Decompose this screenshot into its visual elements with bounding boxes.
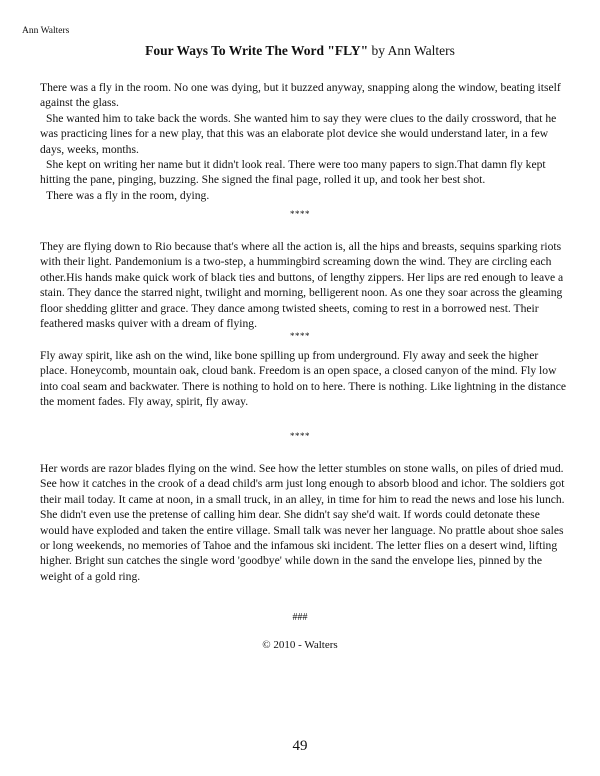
section-1-paragraph-4: There was a fly in the room, dying. [46, 188, 210, 202]
page-title [0, 43, 600, 59]
title-text: Four Ways To Write The Word "FLY" [145, 43, 369, 58]
section-4-paragraph: Her words are razor blades flying on the wind. See how the letter stumbles on stone walls, on piles of dried mud. See how it catches in the crook of a dead child's arm just long enough to absorb blood and ichor. The soldiers got their mail today. It came at noon, in a small truck, in an alley, in time for him to read the news and lose his lunch. She didn't even use the pretense of calling him dear. She didn't say she'd wait. If words could detonate these would have exploded and taken the entire village. Small talk was never her language. No prattle about shoe sales or long weekends, no memories of Tahoe and the infamous ski incident. The letter flies on a desert wind, lifting higher. Bright sun catches the single word 'goodbye' while down in the sand the envelope lies, pinned by the weight of a gold ring. [40, 462, 565, 583]
section-1-paragraph-1: There was a fly in the room. No one was dying, but it buzzed anyway, snapping along the window, beating itself against the glass. [40, 81, 561, 110]
section-separator-3: **** [290, 431, 310, 441]
end-mark: ### [292, 612, 308, 623]
section-3 [40, 348, 568, 410]
copyright-notice: © 2010 - Walters [262, 639, 338, 651]
section-1-paragraph-2: She wanted him to take back the words. She wanted him to say they were clues to the daily crossword, that he was practicing lines for a new play, that this was an elaborate plot device she would understand later, in a few days, weeks, months. [40, 111, 557, 156]
section-4 [40, 461, 568, 584]
section-separator-2: **** [290, 331, 310, 341]
section-1-paragraph-3: She kept on writing her name but it didn't look real. There were too many papers to sign.That damn fly kept hitting the pane, pinging, buzzing. She signed the final page, rolled it up, and took her best shot. [40, 158, 546, 187]
section-separator-1: **** [290, 209, 310, 219]
section-1 [40, 80, 568, 203]
section-2-paragraph: They are flying down to Rio because that's where all the action is, all the hips and breasts, sequins sparking riots with their light. Pandemonium is a two-step, a hummingbird screaming down the wind. They are circling each other.His hands make quick work of black ties and buttons, of lengthy zippers. Her lips are red enough to leave a stain. They dance the starred night, twilight and morning, belligerent noon. As one they soar across the gleaming floor shedding glitter and grace. They dance among twisted sheets, coming to rest in a borrowed nest. Their feathered masks quiver with a dream of flying. [40, 240, 564, 331]
page-number: 49 [292, 738, 308, 754]
section-2 [40, 239, 568, 331]
title-byline: by Ann Walters [368, 43, 455, 58]
section-3-paragraph: Fly away spirit, like ash on the wind, like bone spilling up from underground. Fly away and seek the higher place. Honeycomb, mountain oak, cloud bank. Freedom is an open space, a closed canyon of the mind. Fly low into coal seam and backwater. There is nothing to hold on to here. There is nothing. Like lightning in the distance the moment fades. Fly away, spirit, fly away. [40, 349, 566, 409]
running-header-author: Ann Walters [22, 26, 70, 36]
